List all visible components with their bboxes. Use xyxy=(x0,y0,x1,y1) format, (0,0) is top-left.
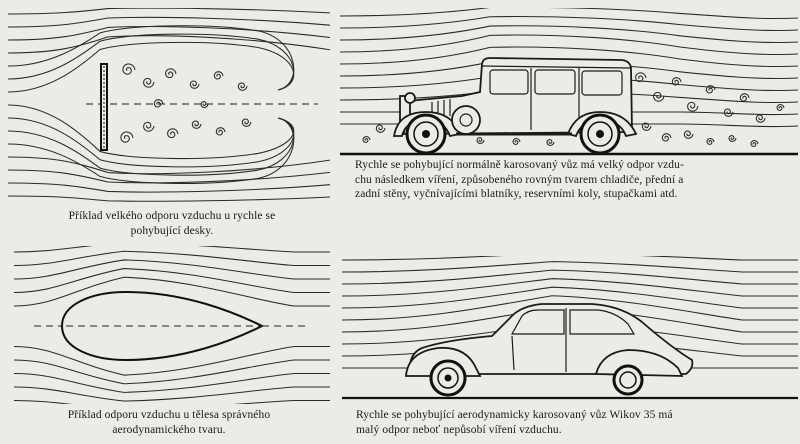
boxy-car-flow-diagram xyxy=(340,8,798,160)
plate-streamline xyxy=(8,170,330,183)
boxy-car-streamline xyxy=(340,35,798,54)
teardrop-caption-line: aerodynamického tvaru. xyxy=(112,423,226,436)
boxy-car-caption xyxy=(355,158,775,202)
plate-streamlines xyxy=(8,8,330,201)
boxy-car-vortex xyxy=(751,141,758,147)
plate-vortex xyxy=(144,78,154,87)
plate-wake-vortices xyxy=(121,64,251,142)
boxy-car-vortex xyxy=(688,102,698,111)
boxy-car-vortex xyxy=(547,140,554,146)
boxy-car-vortex xyxy=(363,137,370,143)
plate-streamline xyxy=(8,183,330,192)
boxy-car-front-wheel xyxy=(407,115,445,153)
teardrop-caption-line: Příklad odporu vzduchu u tělesa správného xyxy=(67,409,271,421)
plate-streamline xyxy=(8,36,330,53)
boxy-car-vortex xyxy=(777,105,784,111)
teardrop-streamline xyxy=(14,260,330,279)
plate-vortex xyxy=(238,83,247,90)
boxy-car-vortex xyxy=(756,115,765,122)
teardrop-streamline xyxy=(14,374,330,393)
plate-vortex xyxy=(123,64,135,74)
teardrop-streamline xyxy=(14,401,330,405)
plate-streamline xyxy=(8,196,330,201)
plate-vortex xyxy=(166,69,176,78)
streamlined-car-caption xyxy=(356,408,780,437)
plate-vortex xyxy=(190,81,199,88)
boxy-car-vortex xyxy=(684,131,693,138)
streamlined-car-caption-line: Rychle se pohybující aerodynamicky karosovaný vůz Wikov 35 má xyxy=(356,409,673,421)
plate-caption-line: pohybující desky. xyxy=(130,224,214,237)
plate-vortex xyxy=(201,102,208,108)
boxy-car-vortex xyxy=(654,92,664,101)
plate-vortex xyxy=(154,100,163,107)
plate-vortex xyxy=(192,121,201,128)
plate-vortex xyxy=(214,72,223,79)
teardrop-streamline xyxy=(14,360,330,384)
boxy-car-vortex xyxy=(724,109,733,116)
teardrop-streamline xyxy=(14,246,330,252)
boxy-car-caption-line: Rychle se pohybující normálně karosovaný vůz má velký odpor vzdu- xyxy=(355,159,684,171)
boxy-car-vortex xyxy=(376,125,385,132)
boxy-car-vortex xyxy=(707,139,714,145)
plate-caption xyxy=(14,209,330,238)
streamlined-car-caption-line: malý odpor neboť nepůsobí víření vzduchu. xyxy=(356,423,562,436)
plate-streamline xyxy=(8,105,294,159)
plate-streamline xyxy=(8,42,294,92)
boxy-car-vortex xyxy=(477,138,484,144)
plate-caption-line: Příklad velkého odporu vzduchu u rychle se xyxy=(68,210,276,222)
streamlined-car-streamline xyxy=(342,270,798,284)
boxy-car-vortex xyxy=(636,73,646,82)
teardrop-caption xyxy=(14,408,324,437)
plate-vortex xyxy=(144,122,154,131)
boxy-car-vortex xyxy=(740,94,749,101)
streamlined-car-streamline xyxy=(342,256,798,260)
plate-vortex xyxy=(216,128,225,135)
teardrop-flow-diagram xyxy=(14,246,330,404)
boxy-car-spare-wheel xyxy=(452,106,480,134)
boxy-car-vortex xyxy=(729,136,736,142)
teardrop-streamline xyxy=(14,269,330,293)
plate-vortex xyxy=(168,129,178,138)
plate-vortex xyxy=(121,132,133,142)
streamlined-car-front-wheel xyxy=(431,361,465,395)
streamlined-car-flow-diagram xyxy=(342,256,798,406)
plate-streamline xyxy=(8,8,330,14)
plate-vortex xyxy=(242,119,251,126)
boxy-car-caption-line: zadní stěny, vyčnívajícími blatníky, reservními koly, stupačkami atd. xyxy=(355,188,678,200)
boxy-car-headlamp xyxy=(405,93,415,103)
streamlined-car-rear-wheel xyxy=(614,366,642,394)
boxy-car-caption-line: chu následkem víření, způsobeného rovným tvarem chladiče, přední a xyxy=(355,173,684,186)
boxy-car-vortex xyxy=(513,139,520,145)
plate-flow-diagram xyxy=(8,8,330,204)
boxy-car-vortex xyxy=(662,134,671,141)
streamlined-car-streamline xyxy=(342,279,798,296)
plate-streamline xyxy=(8,27,330,40)
boxy-car-rear-wheel xyxy=(581,115,619,153)
boxy-car-streamline xyxy=(340,17,798,31)
